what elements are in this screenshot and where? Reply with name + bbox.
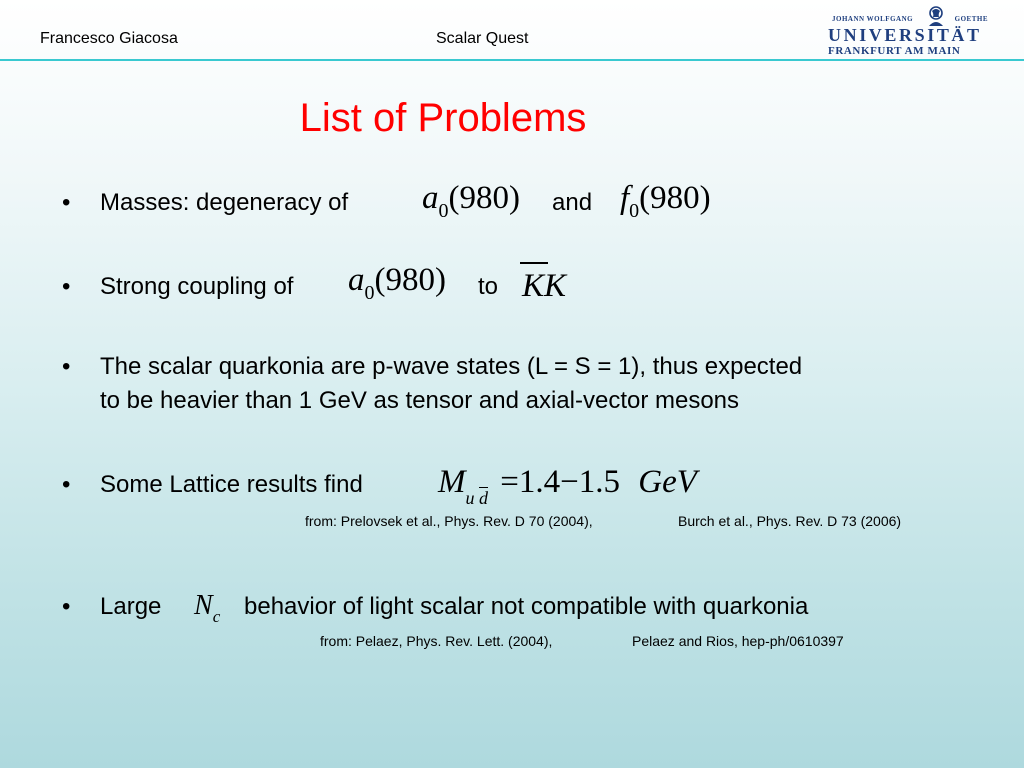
- source-burch: Burch et al., Phys. Rev. D 73 (2006): [678, 513, 902, 529]
- sub-c: c: [212, 607, 221, 626]
- university-logo: [828, 5, 990, 57]
- header-divider: [0, 59, 1024, 61]
- connector-and: and: [552, 189, 593, 216]
- math-rest: (980): [639, 180, 711, 216]
- bullet-coupling: [62, 270, 294, 304]
- math-range: =1.4−1.5: [500, 464, 620, 500]
- bullet-marker: •: [62, 593, 71, 620]
- formula-kkbar: [522, 268, 566, 305]
- bullet-text-line2: to be heavier than 1 GeV as tensor and axial-vector mesons: [100, 387, 740, 414]
- math-subscript: [213, 607, 221, 626]
- bullet-text-after: behavior of light scalar not compatible with quarkonia: [244, 593, 809, 620]
- sub-u: u: [465, 488, 475, 508]
- source-pelaez-rios: Pelaez and Rios, hep-ph/0610397: [632, 633, 844, 649]
- logo-line1-right: GOETHE: [954, 15, 988, 23]
- math-subscript: 0: [438, 200, 449, 222]
- formula-mass-ud: [438, 464, 697, 508]
- bullet-text-before: Large: [100, 593, 162, 620]
- sub-dbar: $\overline{d}$: [479, 488, 488, 508]
- math-letter: M: [438, 464, 466, 500]
- math-unit: GeV: [638, 464, 697, 500]
- bullet-text: Strong coupling of: [100, 273, 294, 300]
- bullet-quarkonia: [62, 350, 803, 418]
- math-rest: (980): [374, 262, 446, 298]
- math-letter: a: [422, 180, 439, 216]
- logo-city: FRANKFURT AM MAIN: [828, 45, 961, 57]
- bullet-marker: •: [62, 273, 71, 300]
- bullet-marker: •: [62, 189, 71, 216]
- bullet-masses: [62, 186, 349, 220]
- formula-f0-980: [620, 180, 711, 222]
- bullet-text: Some Lattice results find: [100, 471, 363, 498]
- formula-a0-980-coupling: [348, 262, 446, 304]
- bullet-text-line1: The scalar quarkonia are p-wave states (L = S = 1), thus expected: [100, 353, 803, 380]
- math-letter: f: [620, 180, 630, 216]
- math-kk: KK: [522, 268, 567, 304]
- math-subscript: 0: [364, 282, 375, 304]
- math-subscript: [466, 488, 489, 508]
- math-letter: N: [194, 590, 213, 621]
- math-letter: a: [348, 262, 365, 298]
- logo-line1-left: JOHANN WOLFGANG: [832, 15, 914, 23]
- logo-university-name: UNIVERSITÄT: [828, 25, 982, 45]
- header-title: Scalar Quest: [436, 30, 529, 47]
- goethe-portrait-icon: [926, 5, 946, 27]
- math-subscript: 0: [629, 200, 640, 222]
- slide-title: List of Problems: [299, 96, 587, 140]
- anti-kaon-bar: [520, 262, 548, 264]
- connector-to: to: [478, 273, 499, 300]
- bullet-marker: •: [62, 471, 71, 498]
- formula-a0-980: [422, 180, 520, 222]
- bullet-lattice: [62, 468, 363, 502]
- bullet-marker: •: [62, 353, 71, 380]
- header-author: Francesco Giacosa: [40, 30, 178, 47]
- slide-header: [0, 0, 1024, 62]
- bullet-text: Masses: degeneracy of: [100, 189, 349, 216]
- source-prelovsek: from: Prelovsek et al., Phys. Rev. D 70 (2004),: [305, 513, 593, 529]
- math-rest: (980): [448, 180, 520, 216]
- bullet-large-nc: [62, 590, 162, 624]
- formula-nc: [194, 590, 221, 626]
- source-pelaez: from: Pelaez, Phys. Rev. Lett. (2004),: [320, 633, 553, 649]
